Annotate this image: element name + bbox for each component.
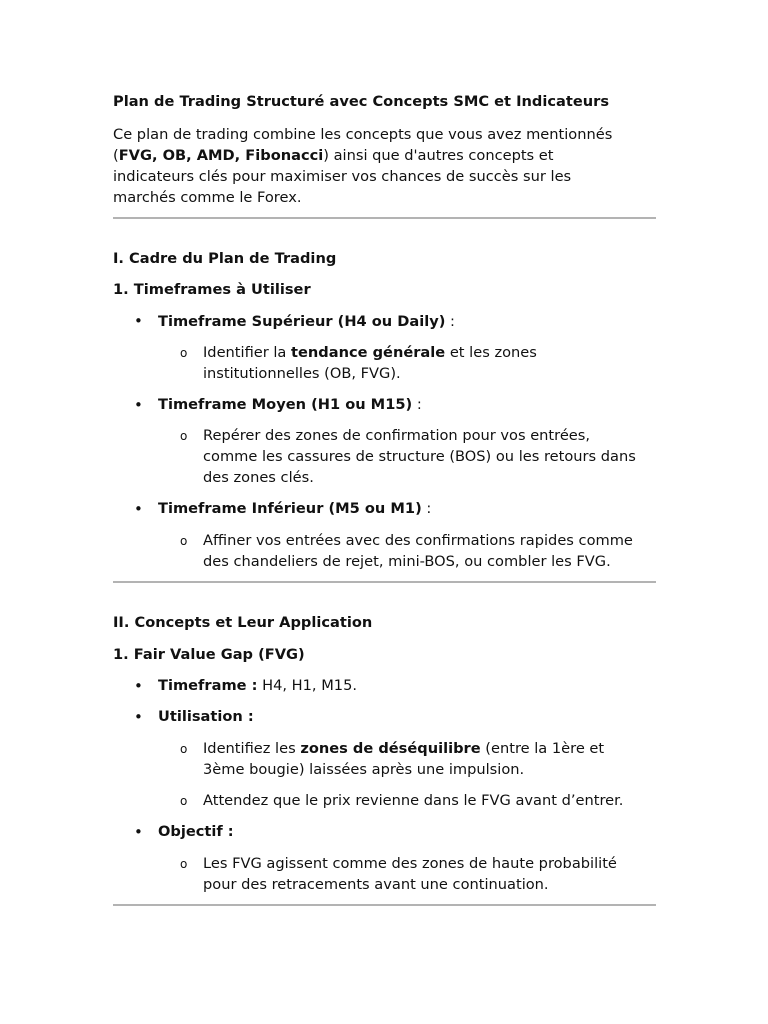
- section-heading: II. Concepts et Leur Application: [113, 614, 373, 631]
- bullet-item-timeframe-moyen: Timeframe Moyen (H1 ou M15) :: [158, 396, 422, 413]
- document-title: Plan de Trading Structuré avec Concepts SMC et Indicateurs: [113, 93, 610, 110]
- sub-item-line-1: Attendez que le prix revienne dans le FVG avant d’entrer.: [203, 792, 624, 809]
- sub-item-line-2: institutionnelles (OB, FVG).: [203, 365, 401, 382]
- bullet-item-timeframe-superieur: Timeframe Supérieur (H4 ou Daily) :: [158, 313, 455, 330]
- intro-line-3: indicateurs clés pour maximiser vos chances de succès sur les: [113, 168, 572, 185]
- bullet-marker: •: [134, 500, 143, 518]
- section-heading: I. Cadre du Plan de Trading: [113, 250, 337, 267]
- bullet-marker: •: [134, 823, 143, 841]
- sub-item-line-3: des zones clés.: [203, 469, 314, 486]
- sub-item-line-1: Affiner vos entrées avec des confirmations rapides comme: [203, 532, 633, 549]
- bullet-item-timeframe-inferieur: Timeframe Inférieur (M5 ou M1) :: [158, 500, 432, 517]
- bullet-item-objectif: Objectif :: [158, 823, 234, 840]
- sub-bullet-marker: o: [180, 742, 188, 756]
- sub-bullet-marker: o: [180, 429, 188, 443]
- bullet-item-timeframe: Timeframe : H4, H1, M15.: [158, 677, 357, 694]
- sub-item-line-1: Les FVG agissent comme des zones de haute probabilité: [203, 855, 617, 872]
- bullet-marker: •: [134, 708, 143, 726]
- sub-bullet-marker: o: [180, 857, 188, 871]
- intro-line-1: Ce plan de trading combine les concepts que vous avez mentionnés: [113, 126, 613, 143]
- sub-item-line-2: des chandeliers de rejet, mini-BOS, ou combler les FVG.: [203, 553, 611, 570]
- sub-item-line-2: 3ème bougie) laissées après une impulsion.: [203, 761, 525, 778]
- sub-bullet-marker: o: [180, 534, 188, 548]
- sub-item-line-1: Identifier la tendance générale et les zones: [203, 344, 537, 361]
- sub-bullet-marker: o: [180, 346, 188, 360]
- sub-item-line-2: pour des retracements avant une continuation.: [203, 876, 549, 893]
- sub-item-line-1: Repérer des zones de confirmation pour vos entrées,: [203, 427, 591, 444]
- intro-line-4: marchés comme le Forex.: [113, 189, 302, 206]
- bullet-marker: •: [134, 312, 143, 330]
- bullet-marker: •: [134, 396, 143, 414]
- sub-item-line-2: comme les cassures de structure (BOS) ou les retours dans: [203, 448, 636, 465]
- divider: [113, 904, 656, 906]
- intro-line-2: (FVG, OB, AMD, Fibonacci) ainsi que d'autres concepts et: [113, 147, 554, 164]
- sub-item-line-1: Identifiez les zones de déséquilibre (entre la 1ère et: [203, 740, 605, 757]
- sub-bullet-marker: o: [180, 794, 188, 808]
- bullet-item-utilisation: Utilisation :: [158, 708, 254, 725]
- divider: [113, 581, 656, 583]
- subsection-heading: 1. Fair Value Gap (FVG): [113, 646, 305, 663]
- bullet-marker: •: [134, 677, 143, 695]
- subsection-heading: 1. Timeframes à Utiliser: [113, 281, 311, 298]
- divider: [113, 217, 656, 219]
